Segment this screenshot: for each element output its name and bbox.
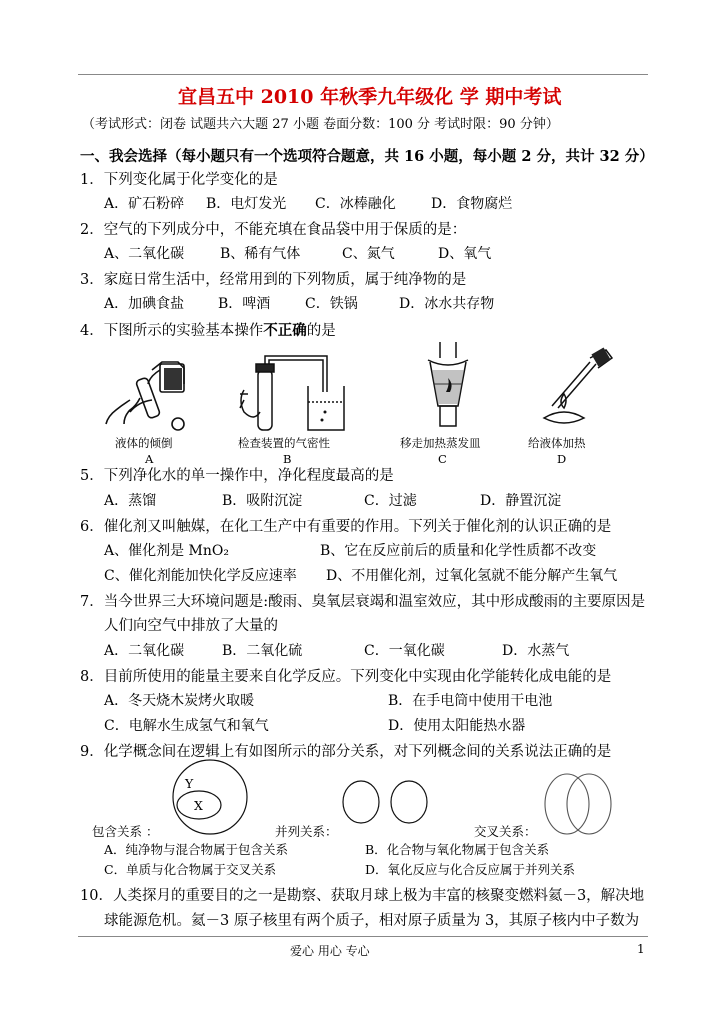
q2-option-c: C、氮气 [342, 246, 395, 262]
q1-option-d: D．食物腐烂 [431, 196, 513, 212]
q8-option-b: B．在手电筒中使用干电池 [388, 693, 553, 709]
question-5-stem: 5．下列净化水的单一操作中，净化程度最高的是 [80, 468, 394, 484]
q3-option-a: A．加碘食盐 [104, 296, 185, 312]
q4-stem-before: 4．下图所示的实验基本操作 [80, 323, 264, 339]
q8-option-c: C．电解水生成氢气和氧气 [104, 718, 269, 734]
evaporating-dish-illustration [418, 340, 478, 435]
circle-label-y: Y [185, 776, 194, 791]
question-8-stem: 8．目前所使用的能量主要来自化学反应。下列变化中实现由化学能转化成电能的是 [80, 669, 612, 685]
q2-option-b: B、稀有气体 [220, 246, 301, 262]
q4-letter-d: D [557, 452, 567, 466]
heating-liquid-illustration [538, 348, 618, 433]
q1-option-c: C．冰棒融化 [315, 196, 396, 212]
relation-label-containment: 包含关系 ： [92, 824, 159, 839]
q5-option-b: B．吸附沉淀 [222, 493, 303, 509]
question-7-stem-line-2: 人们向空气中排放了大量的 [104, 618, 278, 634]
q5-option-a: A．蒸馏 [104, 493, 157, 509]
exam-info: （考试形式：闭卷 试题共六大题 27 小题 卷面分数：100 分 考试时限：90 分钟） [82, 117, 559, 132]
question-7-stem: 7．当今世界三大环境问题是:酸雨、臭氧层衰竭和温室效应，其中形成酸雨的主要原因是 [80, 594, 646, 610]
q4-letter-a: A [145, 452, 154, 466]
question-10-line-1: 10．人类探月的重要目的之一是勘察、获取月球上极为丰富的核聚变燃料氦－3，解决地 [80, 888, 645, 904]
airtightness-check-illustration [236, 350, 346, 435]
q3-option-b: B．啤酒 [218, 296, 271, 312]
q4-caption-c: 移走加热蒸发皿 [400, 436, 481, 450]
q4-caption-d: 给液体加热 [528, 436, 586, 450]
q2-option-d: D、氧气 [438, 246, 492, 262]
pouring-liquid-illustration [100, 350, 195, 440]
footer-rule [78, 936, 648, 937]
q8-option-d: D．使用太阳能热水器 [388, 718, 526, 734]
q4-caption-a: 液体的倾倒 [115, 436, 173, 450]
question-3-stem: 3．家庭日常生活中，经常用到的下列物质，属于纯净物的是 [80, 272, 467, 288]
question-1-stem: 1．下列变化属于化学变化的是 [80, 172, 278, 188]
q4-letter-c: C [438, 452, 447, 466]
parallel-diagram [340, 778, 430, 828]
q4-letter-b: B [283, 452, 292, 466]
q7-option-c: C．一氧化碳 [364, 643, 445, 659]
q5-option-d: D．静置沉淀 [480, 493, 562, 509]
q9-option-b: B．化合物与氧化物属于包含关系 [365, 842, 550, 857]
q2-option-a: A、二氧化碳 [104, 246, 185, 262]
q6-option-a: A、催化剂是 MnO₂ [104, 543, 230, 559]
q1-option-b: B．电灯发光 [206, 196, 287, 212]
q3-option-d: D．冰水共存物 [399, 296, 495, 312]
question-2-stem: 2．空气的下列成分中，不能充填在食品袋中用于保质的是： [80, 222, 467, 238]
q4-caption-b: 检查装置的气密性 [238, 436, 330, 450]
relation-label-intersection: 交叉关系： [474, 824, 537, 839]
containment-diagram [165, 758, 255, 838]
relation-label-parallel: 并列关系： [275, 824, 338, 839]
intersection-diagram [543, 772, 613, 836]
section-heading: 一、我会选择（每小题只有一个选项符合题意，共 16 小题，每小题 2 分，共计 32 分） [80, 148, 654, 165]
q9-option-a: A．纯净物与混合物属于包含关系 [104, 842, 289, 857]
q5-option-c: C．过滤 [364, 493, 417, 509]
q9-option-c: C．单质与化合物属于交叉关系 [104, 862, 277, 877]
q7-option-d: D．水蒸气 [502, 643, 570, 659]
q4-stem-after: 的是 [306, 323, 336, 339]
q6-option-c: C、催化剂能加快化学反应速率 [104, 568, 297, 584]
footer-motto: 爱心 用心 专心 [290, 944, 370, 958]
q8-option-a: A．冬天烧木炭烤火取暖 [104, 693, 255, 709]
question-9-stem: 9．化学概念间在逻辑上有如图所示的部分关系，对下列概念间的关系说法正确的是 [80, 744, 612, 760]
circle-label-x: X [194, 798, 203, 813]
question-10-line-2: 球能源危机。氦－3 原子核里有两个质子，相对原子质量为 3，其原子核内中子数为 [104, 913, 640, 929]
exam-title: 宜昌五中 2010 年秋季九年级化 学 期中考试 [178, 86, 562, 108]
header-rule [78, 74, 648, 75]
q3-option-c: C．铁锅 [305, 296, 358, 312]
question-4-stem [80, 319, 336, 340]
question-6-stem: 6．催化剂又叫触媒，在化工生产中有重要的作用。下列关于催化剂的认识正确的是 [80, 519, 612, 535]
q4-stem-emphasis: 不正确 [263, 322, 307, 339]
q6-option-d: D、不用催化剂，过氧化氢就不能分解产生氧气 [326, 568, 618, 584]
page-number: 1 [637, 942, 645, 956]
q7-option-a: A．二氧化碳 [104, 643, 185, 659]
q7-option-b: B．二氧化硫 [222, 643, 303, 659]
q9-option-d: D．氧化反应与化合反应属于并列关系 [365, 862, 576, 877]
q1-option-a: A．矿石粉碎 [104, 196, 185, 212]
q6-option-b: B、它在反应前后的质量和化学性质都不改变 [320, 543, 597, 559]
